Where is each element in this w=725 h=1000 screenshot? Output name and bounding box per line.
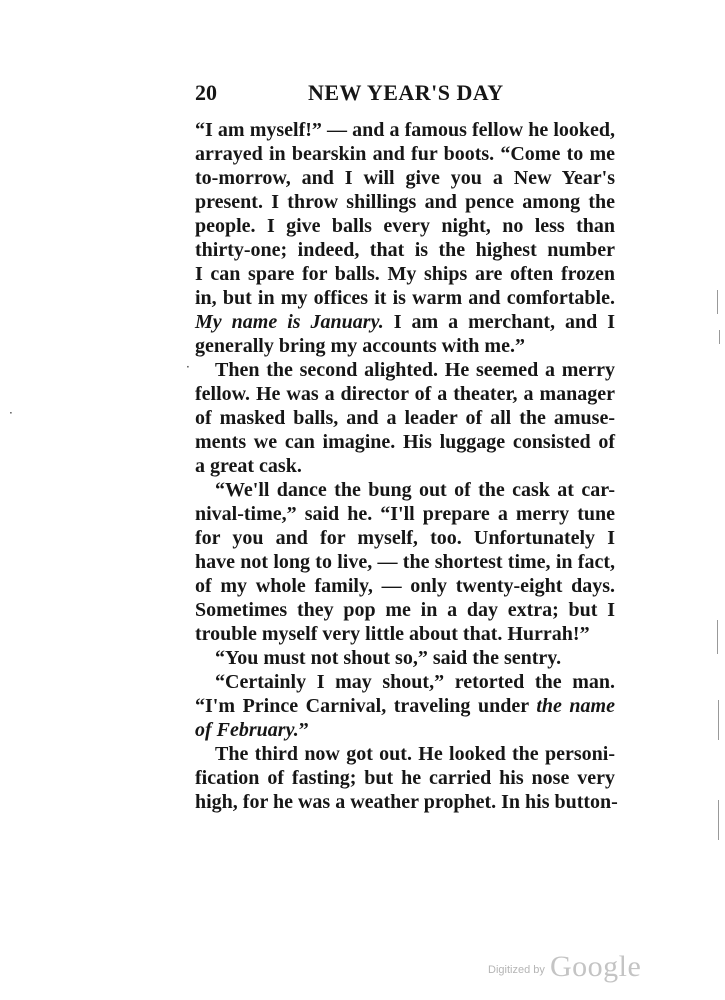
- text-line: thirty-one; indeed, that is the highest number: [195, 239, 615, 261]
- text-line: generally bring my accounts with me.”: [195, 335, 525, 357]
- text-line: “Certainly I may shout,” retorted the man.: [215, 671, 615, 693]
- text-line: “I'm Prince Carnival, traveling under the name: [195, 695, 615, 717]
- margin-dot: ·: [186, 360, 190, 374]
- text-line: of February.”: [195, 719, 309, 741]
- text-line: ments we can imagine. His luggage consisted of: [195, 431, 615, 453]
- running-head: NEW YEAR'S DAY: [308, 80, 504, 105]
- text-line: I can spare for balls. My ships are often frozen: [195, 263, 615, 285]
- page-number: 20: [195, 80, 217, 105]
- margin-tick: ⋅: [9, 406, 13, 420]
- text-line: high, for he was a weather prophet. In his button-: [195, 791, 618, 813]
- digitized-watermark: [488, 952, 648, 992]
- google-logo: Google: [550, 950, 642, 983]
- text-line: trouble myself very little about that. Hurrah!”: [195, 623, 590, 645]
- text-line: have not long to live, — the shortest time, in fact,: [195, 551, 615, 573]
- text-line: of masked balls, and a leader of all the amuse-: [195, 407, 615, 429]
- text-line: people. I give balls every night, no less than: [195, 215, 615, 237]
- italic-text: of February.: [195, 719, 299, 741]
- text-line: present. I throw shillings and pence among the: [195, 191, 615, 213]
- text-line: nival-time,” said he. “I'll prepare a merry tune: [195, 503, 615, 525]
- text-line: Sometimes they pop me in a day extra; but I: [195, 599, 615, 621]
- text-line: “I am myself!” — and a famous fellow he looked,: [195, 119, 615, 141]
- scan-edge-mark: [718, 700, 719, 740]
- italic-text: the name: [536, 695, 615, 717]
- page-header: [195, 80, 615, 110]
- scan-edge-mark: [717, 290, 718, 314]
- scan-edge-mark: [717, 620, 718, 654]
- scan-edge-mark: [718, 800, 719, 840]
- text-line: fication of fasting; but he carried his nose very: [195, 767, 615, 789]
- text-line: arrayed in bearskin and fur boots. “Come to me: [195, 143, 615, 165]
- text-line: The third now got out. He looked the personi-: [215, 743, 615, 765]
- digitized-label: Digitized by: [488, 964, 545, 976]
- scan-edge-mark: [719, 330, 720, 344]
- text-line: of my whole family, — only twenty-eight days.: [195, 575, 615, 597]
- text-line: in, but in my offices it is warm and comfortable.: [195, 287, 615, 309]
- text-line: for you and for myself, too. Unfortunately I: [195, 527, 615, 549]
- text-line: Then the second alighted. He seemed a merry: [215, 359, 615, 381]
- italic-text: My name is January.: [195, 311, 384, 333]
- text-line: fellow. He was a director of a theater, a manager: [195, 383, 615, 405]
- text-line: My name is January. I am a merchant, and I: [195, 311, 615, 333]
- text-line: “You must not shout so,” said the sentry.: [215, 647, 562, 669]
- text-line: to-morrow, and I will give you a New Year's: [195, 167, 615, 189]
- text-line: “We'll dance the bung out of the cask at car-: [215, 479, 615, 501]
- text-line: a great cask.: [195, 455, 302, 477]
